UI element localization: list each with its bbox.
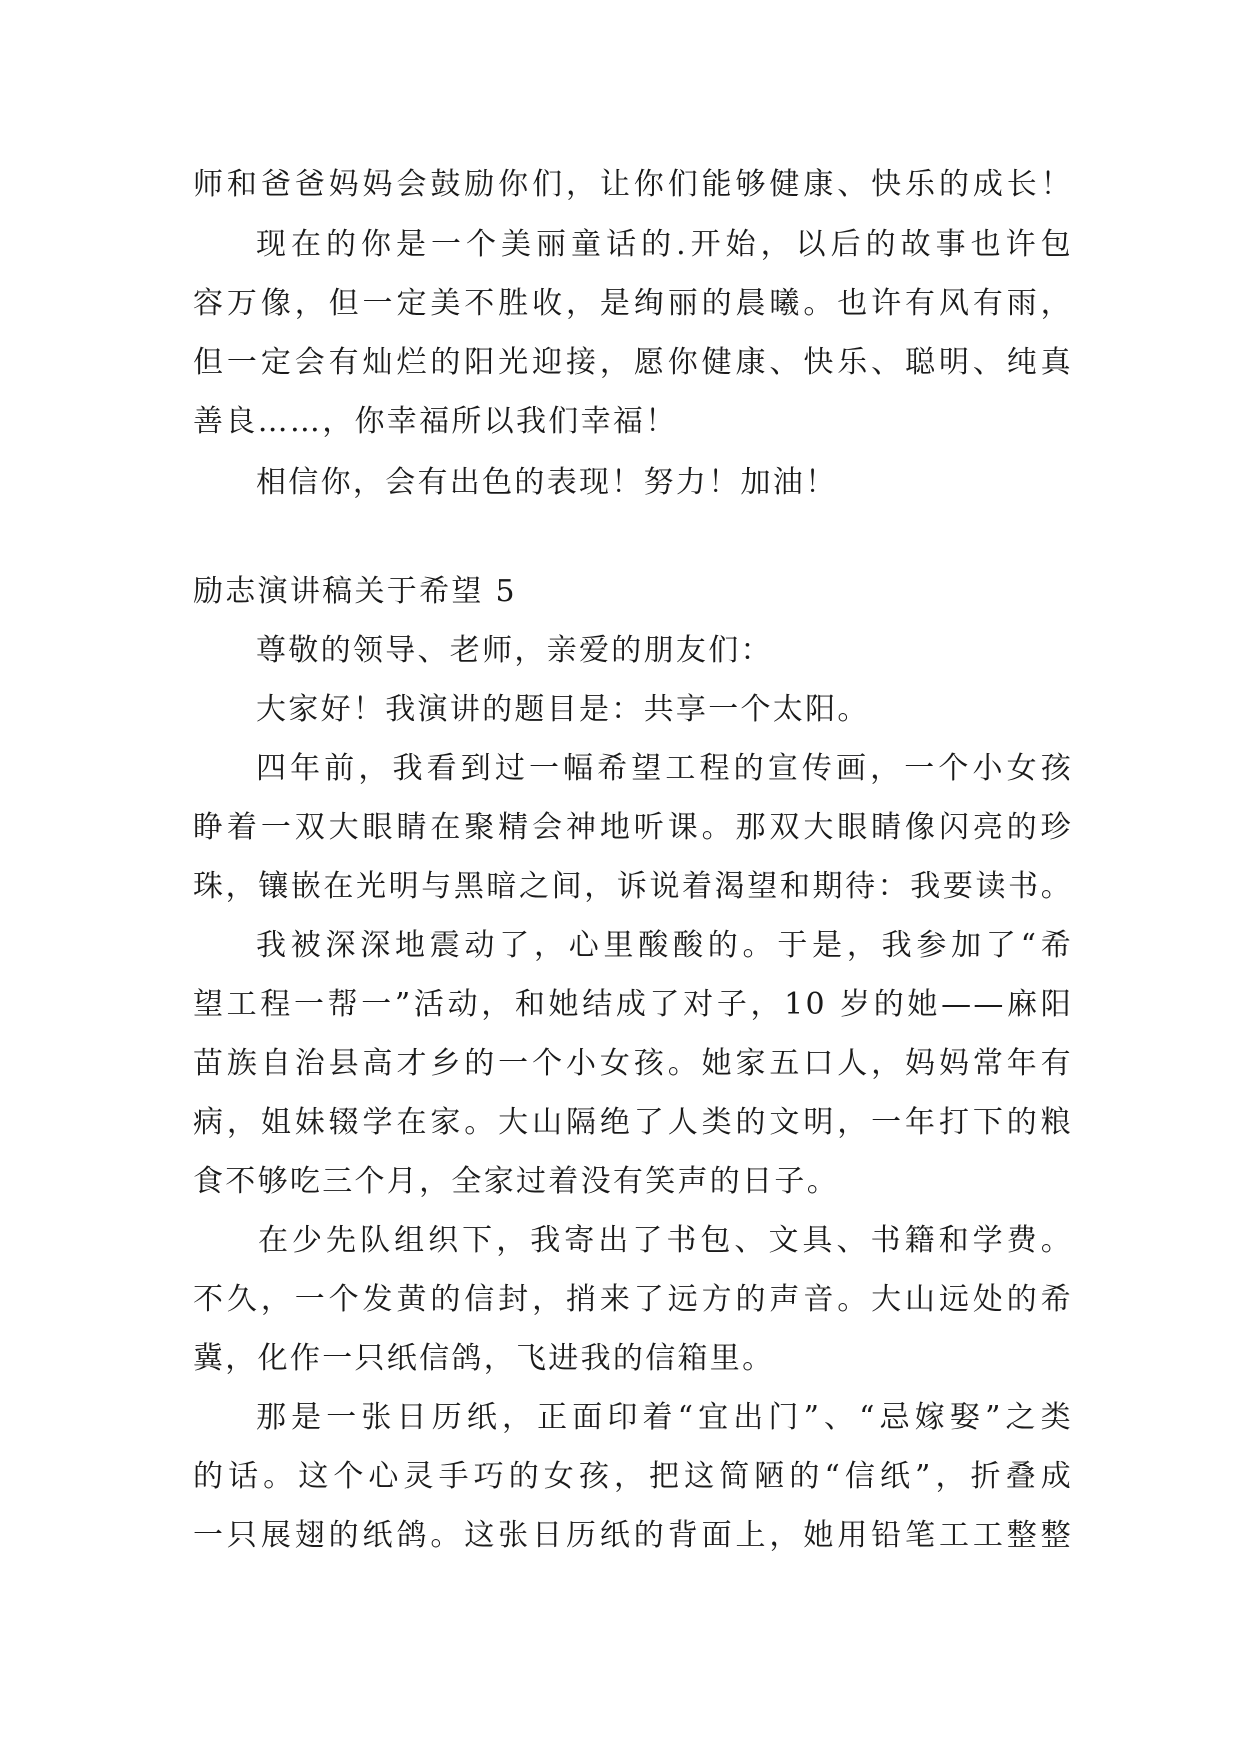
paragraph-line: 在少先队组织下，我寄出了书包、文具、书籍和学费。 (258, 1223, 1073, 1258)
paragraph-line: 望工程一帮一”活动，和她结成了对子，10 岁的她——麻阳 (193, 987, 1073, 1022)
paragraph-line: 现在的你是一个美丽童话的.开始，以后的故事也许包 (256, 227, 1073, 262)
paragraph-line: 睁着一双大眼睛在聚精会神地听课。那双大眼睛像闪亮的珍 (193, 810, 1073, 845)
section-heading: 励志演讲稿关于希望 5 (193, 574, 517, 609)
paragraph-line: 师和爸爸妈妈会鼓励你们，让你们能够健康、快乐的成长！ (193, 167, 1073, 202)
paragraph-line: 的话。这个心灵手巧的女孩，把这简陋的“信纸”，折叠成 (193, 1459, 1073, 1494)
paragraph-line: 容万像，但一定美不胜收，是绚丽的晨曦。也许有风有雨， (193, 286, 1073, 321)
paragraph-line: 那是一张日历纸，正面印着“宜出门”、“忌嫁娶”之类 (256, 1400, 1073, 1435)
paragraph-line: 我被深深地震动了，心里酸酸的。于是，我参加了“希 (256, 928, 1073, 963)
paragraph-line: 不久，一个发黄的信封，捎来了远方的声音。大山远处的希 (193, 1282, 1073, 1317)
paragraph-line: 但一定会有灿烂的阳光迎接，愿你健康、快乐、聪明、纯真 (193, 345, 1073, 380)
paragraph-line: 食不够吃三个月，全家过着没有笑声的日子。 (193, 1164, 839, 1199)
paragraph-line: 大家好！我演讲的题目是：共享一个太阳。 (256, 692, 870, 727)
paragraph-line: 冀，化作一只纸信鸽，飞进我的信箱里。 (193, 1341, 775, 1376)
paragraph-line: 苗族自治县高才乡的一个小女孩。她家五口人，妈妈常年有 (193, 1046, 1073, 1081)
paragraph-line: 善良……，你幸福所以我们幸福！ (193, 404, 678, 439)
paragraph-line: 病，姐妹辍学在家。大山隔绝了人类的文明，一年打下的粮 (193, 1105, 1073, 1140)
paragraph-line: 一只展翅的纸鸽。这张日历纸的背面上，她用铅笔工工整整 (193, 1518, 1073, 1553)
paragraph-line: 珠，镶嵌在光明与黑暗之间，诉说着渴望和期待：我要读书。 (193, 869, 1073, 904)
paragraph-line: 四年前，我看到过一幅希望工程的宣传画，一个小女孩 (256, 751, 1073, 786)
paragraph-line: 尊敬的领导、老师，亲爱的朋友们： (256, 633, 773, 668)
paragraph-line: 相信你，会有出色的表现！努力！加油！ (256, 465, 838, 500)
